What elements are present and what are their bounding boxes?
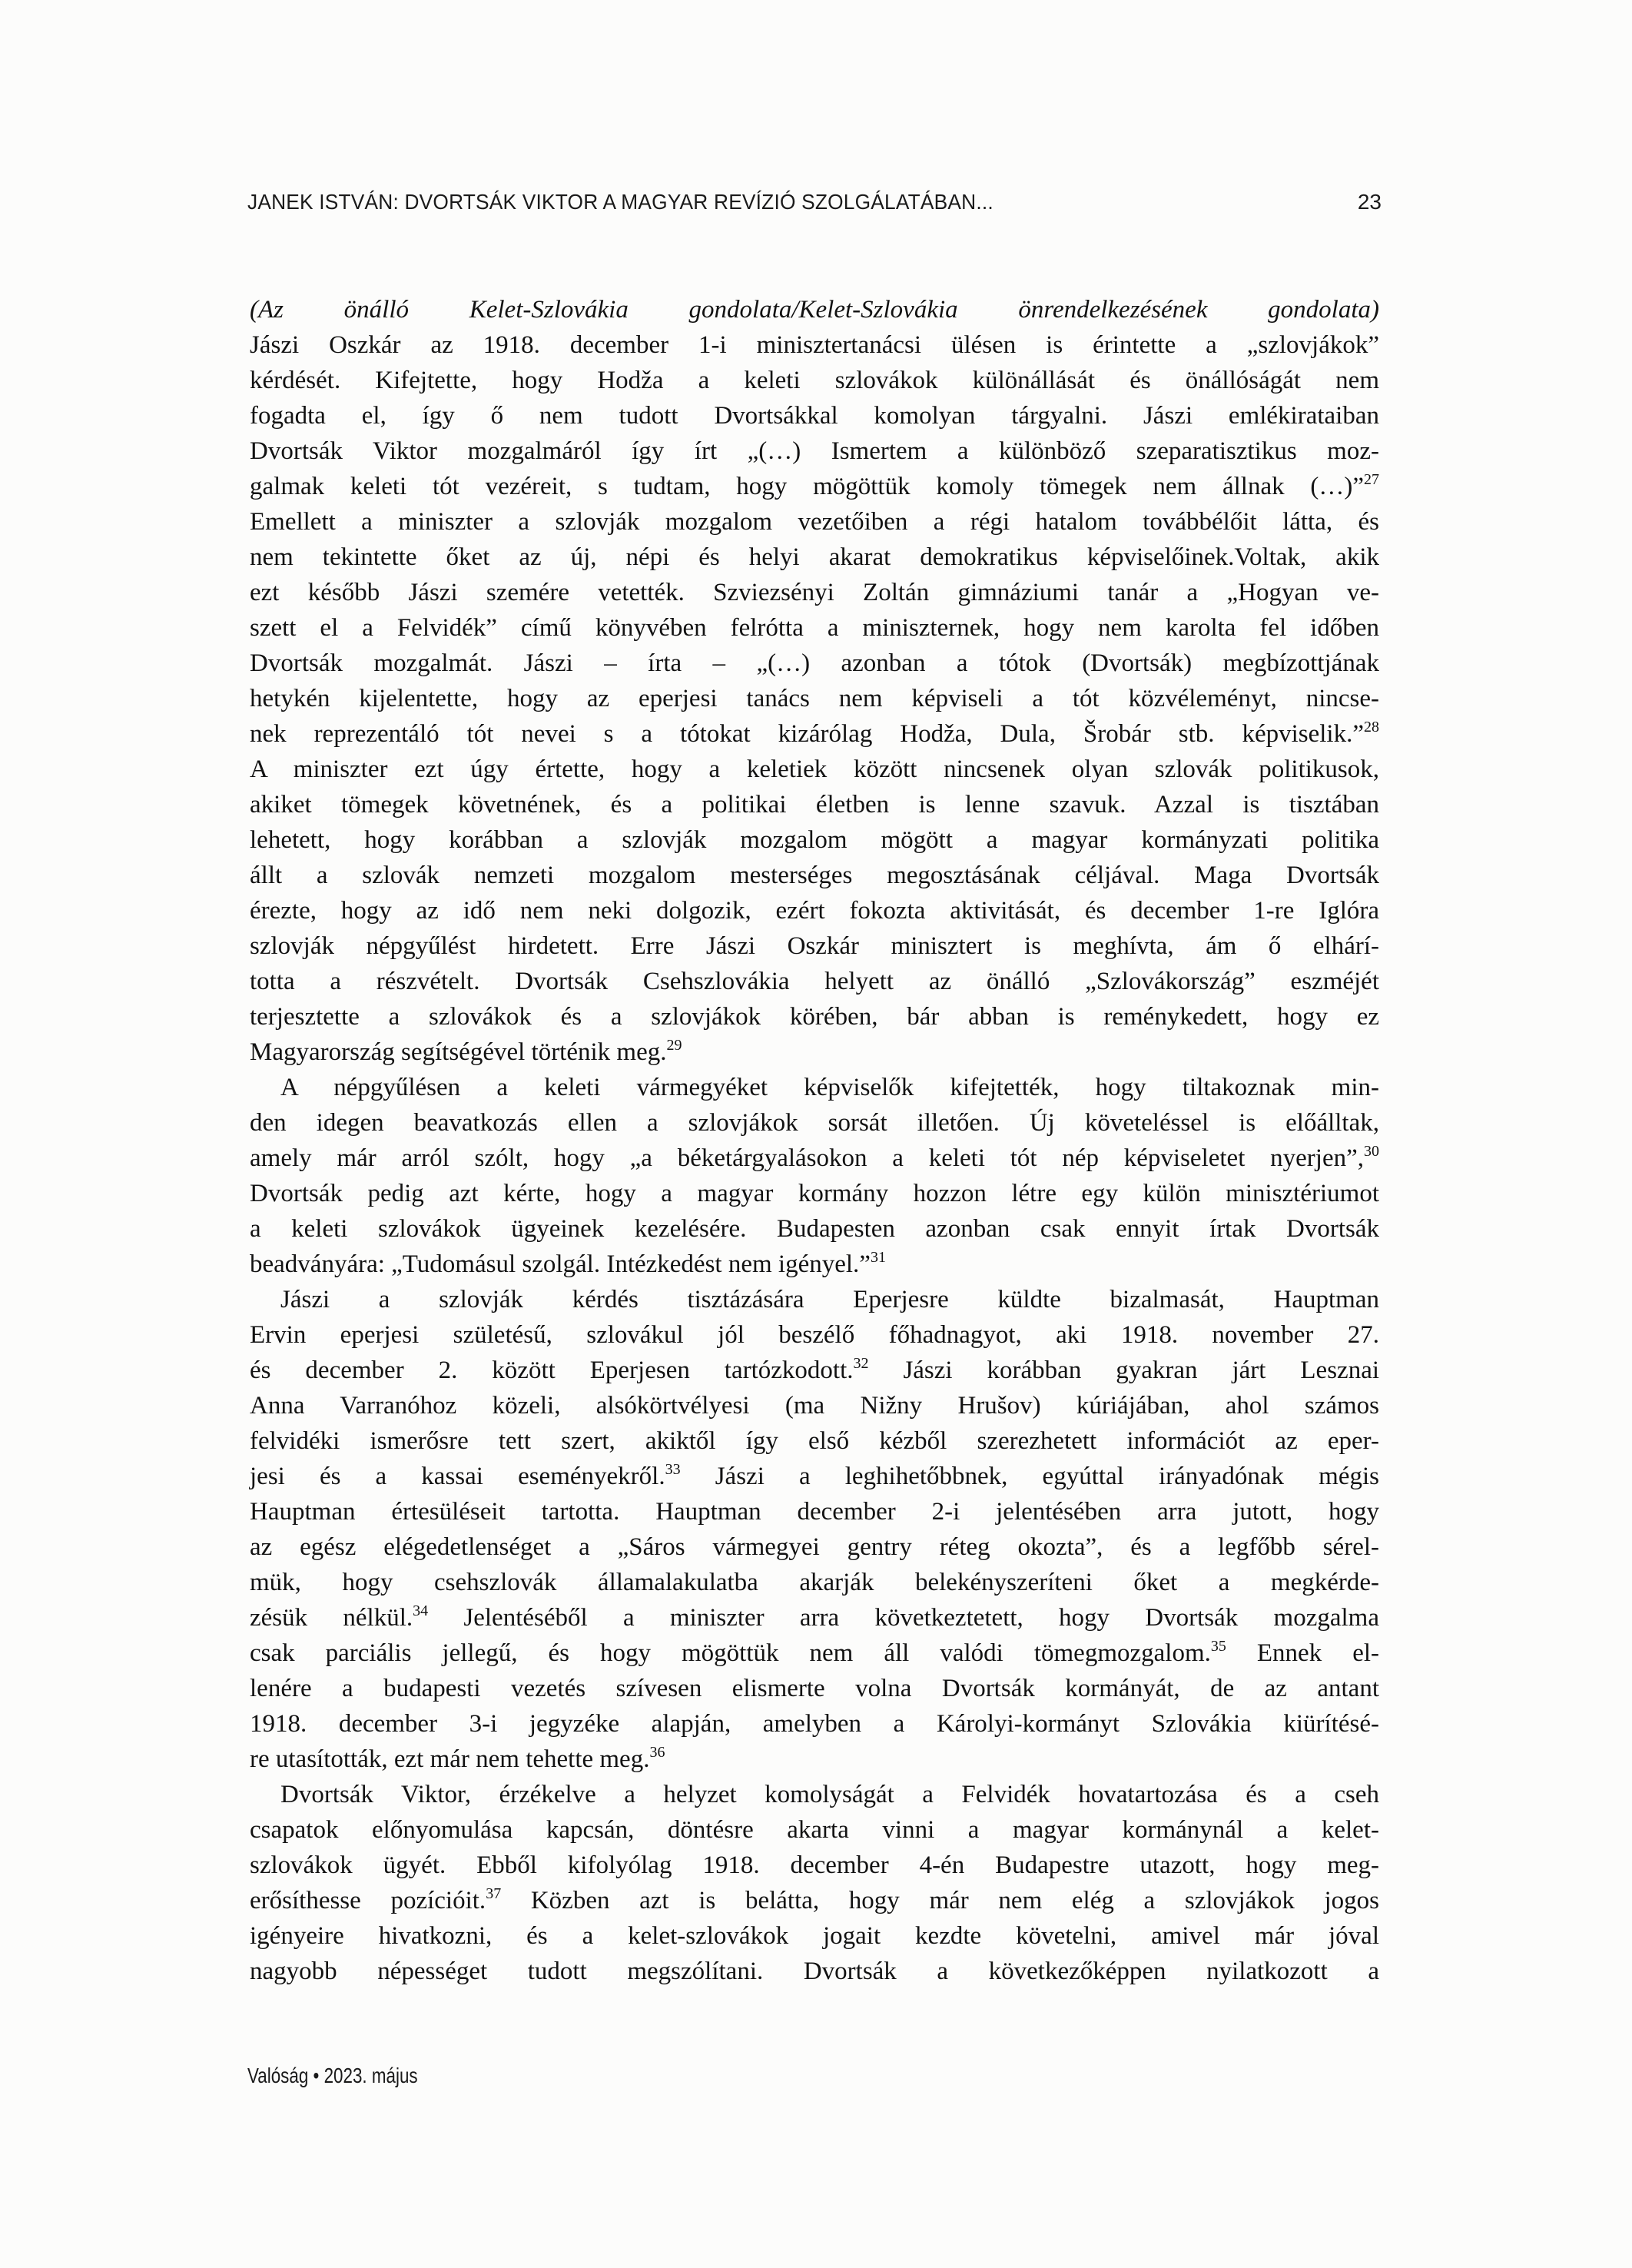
text-run: felvidéki ismerősre tett szert, akiktől így első kézből szerezhetett információt az eper- [250,1427,1379,1455]
text-line [250,1105,1379,1141]
text-run: Dvortsák Viktor mozgalmáról így írt „(…) Ismertem a különböző szeparatisztikus moz- [250,437,1379,465]
footnote-reference: 27 [1364,471,1379,488]
text-line [250,469,1379,504]
section-subtitle-italic: (Az önálló Kelet-Szlovákia gondolata/Kelet-Szlovákia önrendelkezésének gondolata) [250,296,1379,324]
footnote-reference: 33 [665,1461,681,1478]
text-run: Ennek el- [1226,1639,1380,1667]
text-line [250,1141,1379,1176]
text-line [250,1353,1379,1388]
text-line [250,893,1379,928]
text-line [250,1211,1379,1247]
text-run: érezte, hogy az idő nem neki dolgozik, ezért fokozta aktivitását, és december 1-re Iglóra [250,897,1379,925]
text-run: terjesztette a szlovákok és a szlovjákok körében, bár abban is reménykedett, hogy ez [250,1003,1379,1031]
text-line [250,1459,1379,1494]
text-run: amely már arról szólt, hogy „a béketárgyalásokon a keleti tót nép képviseletet nyerjen”, [250,1144,1364,1172]
text-run: Dvortsák pedig azt kérte, hogy a magyar kormány hozzon létre egy külön minisztériumot [250,1180,1379,1207]
text-run: galmak keleti tót vezéreit, s tudtam, hogy mögöttük komoly tömegek nem állnak (…)” [250,473,1364,500]
text-run: lehetett, hogy korábban a szlovják mozgalom mögött a magyar kormányzati politika [250,826,1379,854]
text-run: Jászi a leghihetőbbnek, egyúttal irányadónak mégis [680,1463,1380,1490]
text-line [250,1317,1379,1353]
text-line [250,540,1379,575]
text-line [250,1848,1379,1883]
text-line [250,1671,1379,1706]
text-line [250,575,1379,610]
text-run: Magyarország segítségével történik meg. [250,1038,667,1066]
text-run: Dvortsák mozgalmát. Jászi – írta – „(…) azonban a tótok (Dvortsák) megbízottjának [250,649,1379,677]
text-run: Jászi korábban gyakran járt Lesznai [868,1356,1380,1384]
text-run: ezt később Jászi szemére vetették. Szviezsényi Zoltán gimnáziumi tanár a „Hogyan ve- [250,579,1379,606]
footnote-reference: 31 [870,1249,886,1266]
text-run: igényeire hivatkozni, és a kelet-szlovákok jogait kezdte követelni, amivel már jóval [250,1922,1379,1950]
text-line [250,327,1379,363]
text-line [250,822,1379,858]
text-run: Anna Varranóhoz közeli, alsókörtvélyesi (ma Nižny Hrušov) kúriájában, ahol számos [250,1392,1379,1420]
text-run: a keleti szlovákok ügyeinek kezelésére. Budapesten azonban csak ennyit írtak Dvortsák [250,1215,1379,1243]
text-run: mük, hogy csehszlovák államalakulatba akarják belekényszeríteni őket a megkérde- [250,1569,1379,1596]
text-line [250,1635,1379,1671]
text-run: és december 2. között Eperjesen tartózkodott. [250,1356,854,1384]
text-run: akiket tömegek követnének, és a politikai életben is lenne szavuk. Azzal is tisztában [250,791,1379,819]
text-run: Közben azt is belátta, hogy már nem elég a szlovjákok jogos [501,1887,1380,1914]
text-line [250,1777,1379,1812]
text-line [250,752,1379,787]
page-footer [247,2063,460,2089]
text-line [250,1742,1379,1777]
text-line [250,1706,1379,1742]
text-line [250,1812,1379,1848]
text-line [250,1176,1379,1211]
text-run: jesi és a kassai eseményekről. [250,1463,665,1490]
journal-footer-line: Valóság • 2023. május [247,2064,418,2087]
footnote-reference: 30 [1364,1143,1379,1160]
text-run: A népgyűlésen a keleti vármegyéket képviselők kifejtették, hogy tiltakoznak min- [280,1074,1379,1101]
running-header [247,189,1382,215]
body-text [250,292,1379,1989]
text-line [250,964,1379,999]
text-line [250,681,1379,716]
footnote-reference: 32 [853,1355,869,1372]
text-line [250,1883,1379,1918]
footnote-reference: 35 [1210,1638,1226,1655]
text-run: totta a részvételt. Dvortsák Csehszlovákia helyett az önálló „Szlovákország” eszméjét [250,968,1379,995]
text-run: re utasították, ezt már nem tehette meg. [250,1745,650,1773]
text-run: szlovják népgyűlést hirdetett. Erre Jászi Oszkár minisztert is meghívta, ám ő elhárí- [250,932,1379,960]
text-run: nagyobb népességet tudott megszólítani. Dvortsák a következőképpen nyilatkozott a [250,1958,1379,1985]
text-line [250,398,1379,433]
text-run: szett el a Felvidék” című könyvében felrótta a miniszternek, hogy nem karolta fel időben [250,614,1379,642]
text-line [250,1423,1379,1459]
text-run: Jelentéséből a miniszter arra következtetett, hogy Dvortsák mozgalma [428,1604,1380,1632]
text-line [250,1954,1379,1989]
text-run: beadványára: „Tudomásul szolgál. Intézkedést nem igényel.” [250,1250,871,1278]
text-run: Emellett a miniszter a szlovják mozgalom vezetőiben a régi hatalom továbbélőit látta, és [250,508,1379,536]
footnote-reference: 28 [1364,719,1379,736]
text-line [250,433,1379,469]
text-run: nem tekintette őket az új, népi és helyi akarat demokratikus képviselőinek.Voltak, akik [250,543,1379,571]
text-run: állt a szlovák nemzeti mozgalom mesterséges megosztásának céljával. Maga Dvortsák [250,862,1379,889]
text-line [250,1034,1379,1070]
text-line [250,928,1379,964]
text-line [250,1918,1379,1954]
text-line [250,1070,1379,1105]
text-run: den idegen beavatkozás ellen a szlovjákok sorsát illetően. Új követeléssel is előálltak, [250,1109,1379,1137]
text-line [250,363,1379,398]
page-number: 23 [1357,190,1382,214]
text-run: erősíthesse pozícióit. [250,1887,486,1914]
text-run: Hauptman értesüléseit tartotta. Hauptman december 2-i jelentésében arra jutott, hogy [250,1498,1379,1526]
text-line [250,999,1379,1034]
text-run: Ervin eperjesi születésű, szlovákul jól beszélő főhadnagyot, aki 1918. november 27. [250,1321,1379,1349]
text-run: zésük nélkül. [250,1604,413,1632]
text-run: az egész elégedetlenséget a „Sáros vármegyei gentry réteg okozta”, és a legfőbb sérel- [250,1533,1379,1561]
text-line [250,1247,1379,1282]
text-line [250,858,1379,893]
text-line [250,610,1379,646]
text-run: 1918. december 3-i jegyzéke alapján, amelyben a Károlyi-kormányt Szlovákia kiürítésé- [250,1710,1379,1738]
text-run: hetykén kijelentette, hogy az eperjesi tanács nem képviseli a tót közvéleményt, nincse- [250,685,1379,712]
text-run: A miniszter ezt úgy értette, hogy a keletiek között nincsenek olyan szlovák politikusok, [250,755,1379,783]
text-run: lenére a budapesti vezetés szívesen elismerte volna Dvortsák kormányát, de az antant [250,1675,1379,1702]
text-run: Jászi Oszkár az 1918. december 1-i minisztertanácsi ülésen is érintette a „szlovjákok” [250,331,1379,359]
text-run: Jászi a szlovják kérdés tisztázására Eperjesre küldte bizalmasát, Hauptman [280,1286,1379,1313]
text-line [250,1529,1379,1565]
text-run: fogadta el, így ő nem tudott Dvortsákkal komolyan tárgyalni. Jászi emlékirataiban [250,402,1379,430]
running-title: JANEK ISTVÁN: DVORTSÁK VIKTOR A MAGYAR REVÍZIÓ SZOLGÁLATÁBAN... [247,190,993,214]
footnote-reference: 37 [486,1885,502,1902]
text-line [250,787,1379,822]
text-line [250,1388,1379,1423]
text-run: nek reprezentáló tót nevei s a tótokat kizárólag Hodža, Dula, Šrobár stb. képviselik.” [250,720,1364,748]
text-run: csak parciális jellegű, és hogy mögöttük nem áll valódi tömegmozgalom. [250,1639,1211,1667]
text-line [250,504,1379,540]
footnote-reference: 34 [413,1602,429,1619]
text-run: csapatok előnyomulása kapcsán, döntésre akarta vinni a magyar kormánynál a kelet- [250,1816,1379,1844]
footnote-reference: 29 [666,1037,682,1054]
text-line [250,292,1379,327]
text-run: Dvortsák Viktor, érzékelve a helyzet komolyságát a Felvidék hovatartozása és a cseh [280,1781,1379,1808]
text-run: szlovákok ügyét. Ebből kifolyólag 1918. december 4-én Budapestre utazott, hogy meg- [250,1851,1379,1879]
text-line [250,1600,1379,1635]
text-run: kérdését. Kifejtette, hogy Hodža a keleti szlovákok különállását és önállóságát nem [250,367,1379,394]
text-line [250,1494,1379,1529]
text-line [250,716,1379,752]
text-line [250,646,1379,681]
footnote-reference: 36 [649,1744,665,1761]
text-line [250,1565,1379,1600]
text-line [250,1282,1379,1317]
